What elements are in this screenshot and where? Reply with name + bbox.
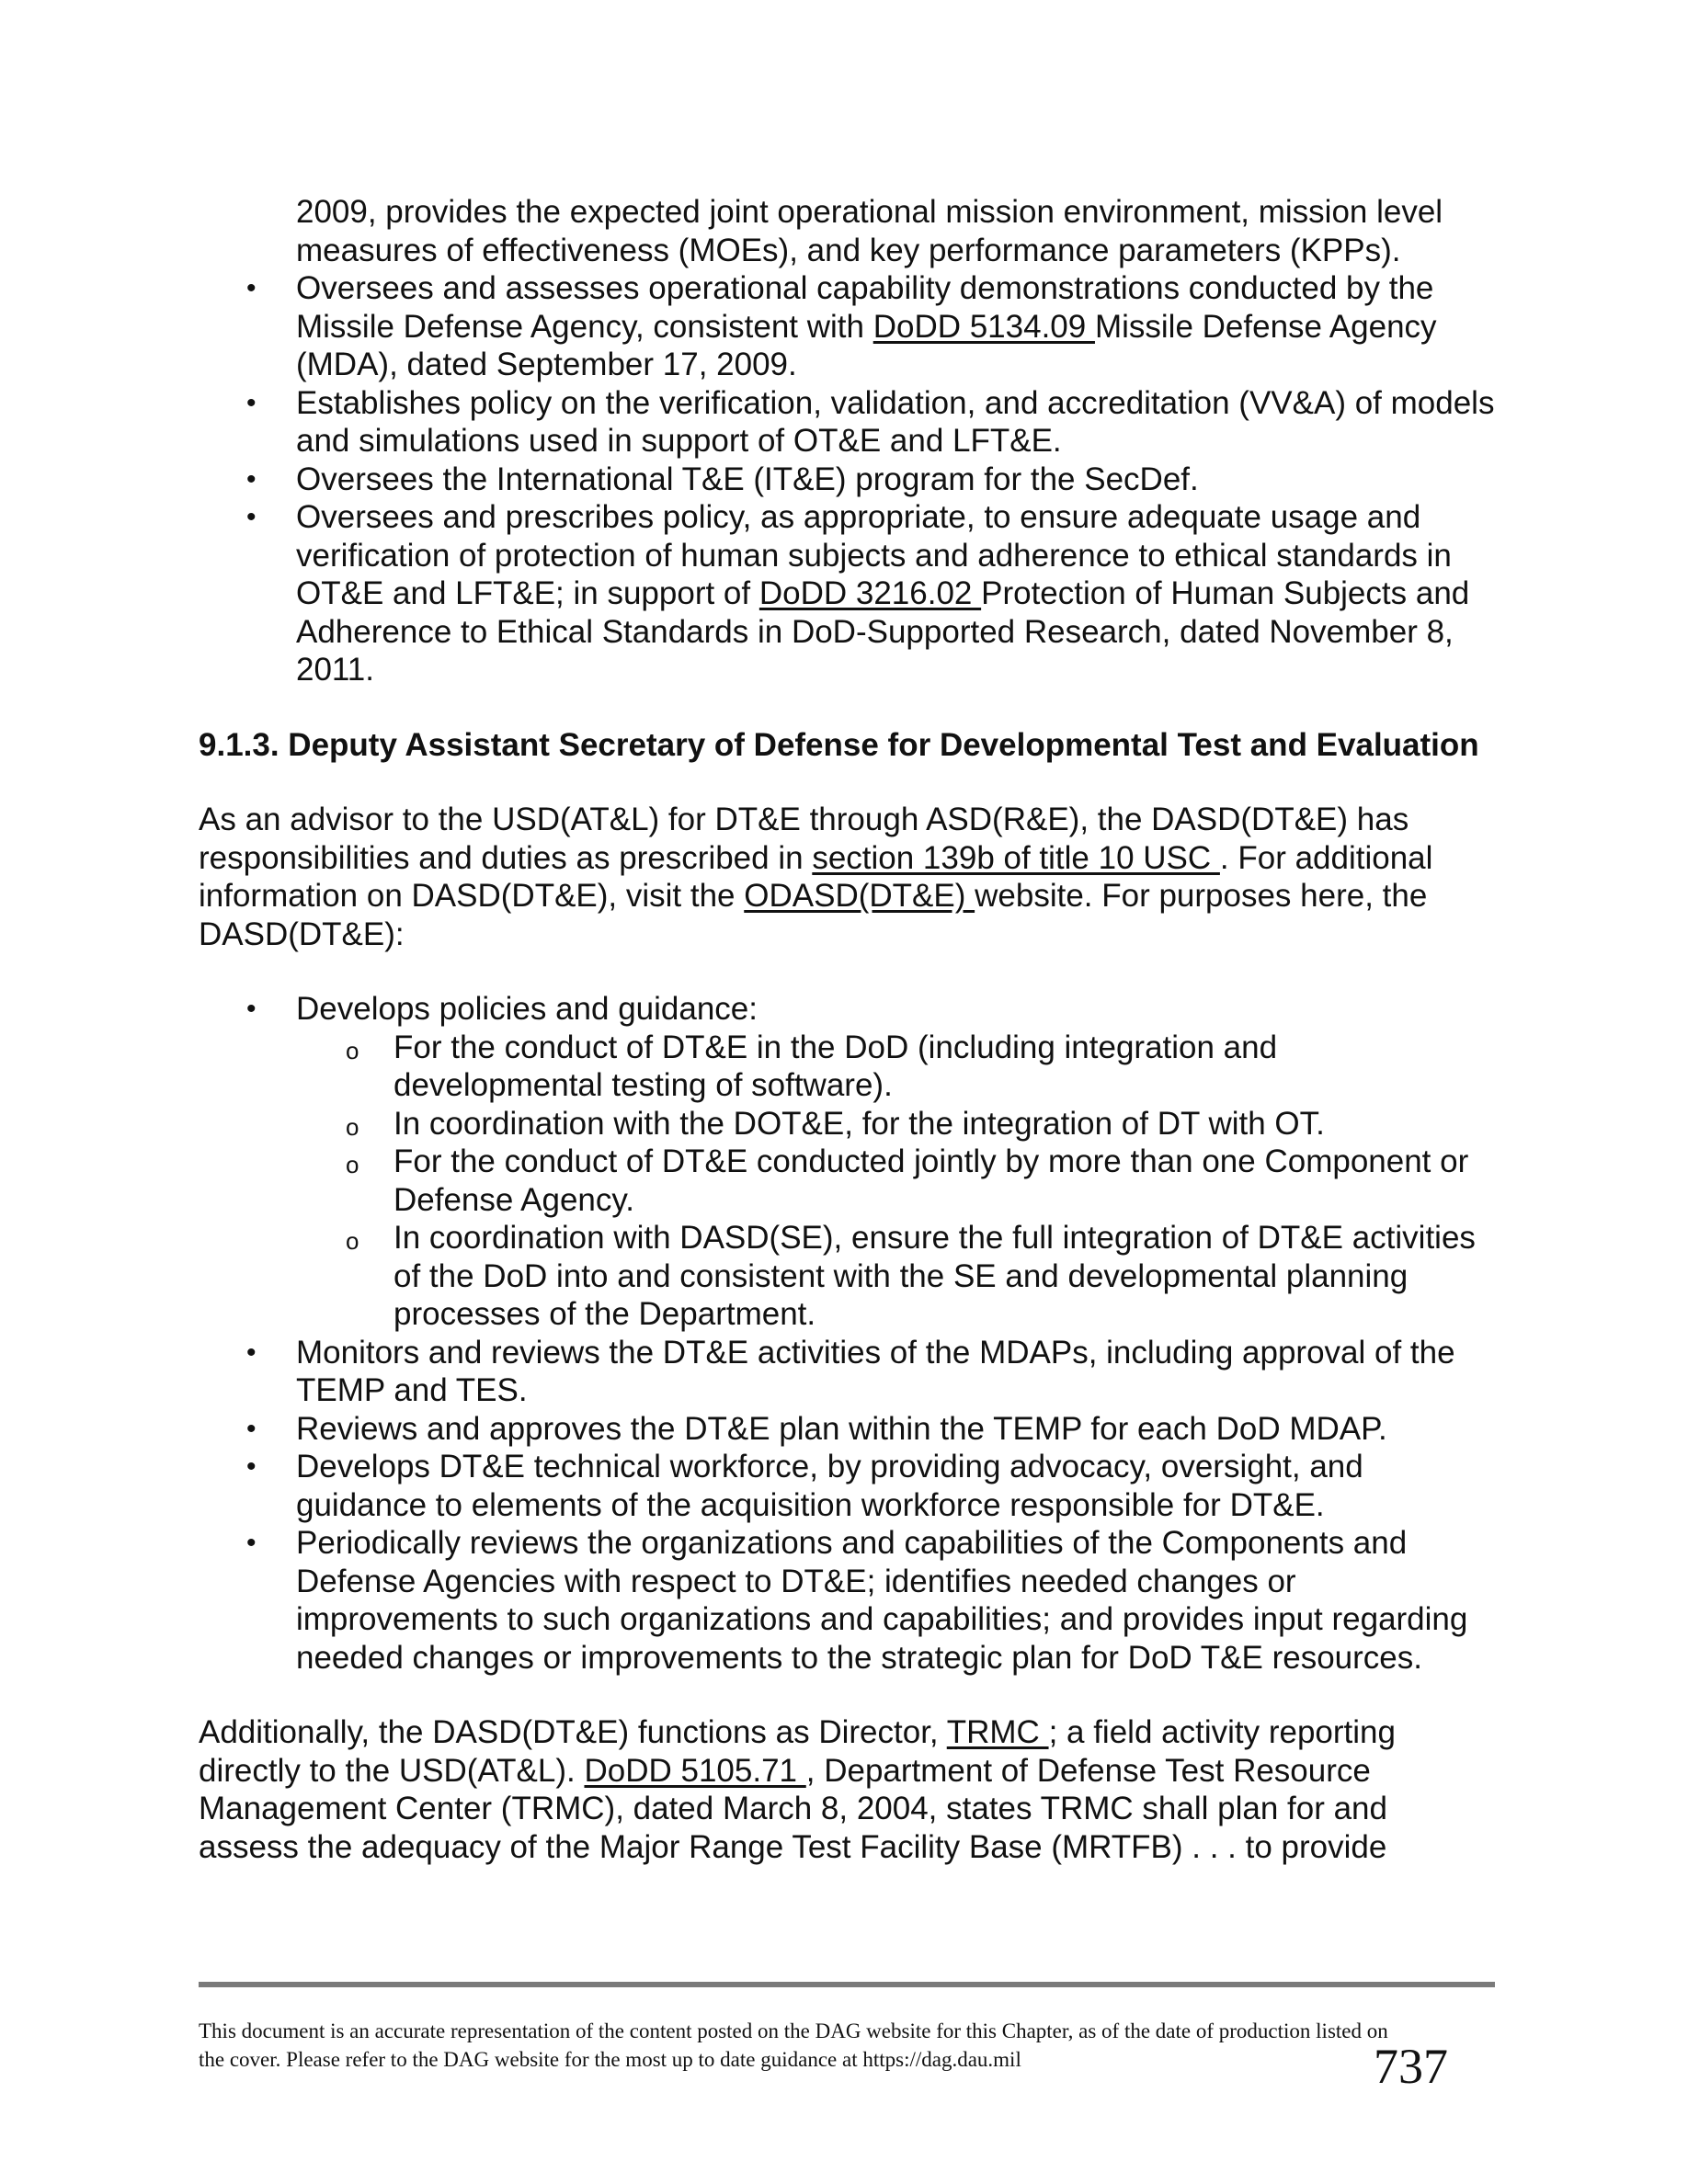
list-item: • Oversees the International T&E (IT&E) program for the SecDef. — [199, 461, 1495, 499]
continuation-paragraph: 2009, provides the expected joint operational mission environment, mission level measures of effectiveness (MOEs), and key performance parameters (KPPs). — [296, 194, 1443, 268]
dasd-duties-list — [199, 990, 1495, 1677]
page-content — [199, 193, 1495, 1866]
paragraph-text: Additionally, the DASD(DT&E) functions as Director, — [199, 1714, 947, 1750]
page-number: 737 — [1374, 2039, 1448, 2094]
bullet-text: Oversees and assesses operational capability demonstrations conducted by the Missile Defense Agency, consistent with — [296, 270, 1434, 345]
responsibility-list — [199, 269, 1495, 689]
list-item: • Monitors and reviews the DT&E activities of the MDAPs, including approval of the TEMP and TES. — [199, 1334, 1495, 1410]
sub-list-item: o For the conduct of DT&E conducted jointly by more than one Component or Defense Agency. — [296, 1143, 1495, 1219]
dodd-5134-09-link[interactable]: DoDD 5134.09 — [873, 308, 1095, 345]
bullet-text: Protection of Human Subjects and Adherence to Ethical Standards in DoD-Supported Research, dated November 8, 2011. — [296, 575, 1470, 688]
sub-list-item: o In coordination with DASD(SE), ensure the full integration of DT&E activities of the DoD into and consistent with the SE and developmental planning processes of the Department. — [296, 1219, 1495, 1334]
list-item: • Develops DT&E technical workforce, by providing advocacy, oversight, and guidance to elements of the acquisition workforce responsible for DT&E. — [199, 1448, 1495, 1524]
paragraph-text: . For additional information on DASD(DT&E), visit the — [199, 839, 1433, 914]
section-paragraph — [199, 801, 1495, 953]
paragraph-text: , Department of Defense Test Resource Management Center (TRMC), dated March 8, 2004, states TRMC shall plan for and assess the adequacy of the Major Range Test Facility Base (MRTFB) . . . to provide — [199, 1752, 1387, 1865]
footer-divider — [199, 1982, 1495, 1987]
footer-note: This document is an accurate representation of the content posted on the DAG website for this Chapter, as of the date of production listed on the cover. Please refer to the DAG website for the most up to date guidance at https://dag.dau.mil — [199, 2019, 1388, 2071]
sub-list-item: o For the conduct of DT&E in the DoD (including integration and developmental testing of software). — [296, 1029, 1495, 1105]
paragraph-text: As an advisor to the USD(AT&L) for DT&E through ASD(R&E), the DASD(DT&E) has responsibilities and duties as prescribed in — [199, 802, 1409, 876]
list-item — [199, 990, 1495, 1334]
trmc-link[interactable]: TRMC — [946, 1714, 1049, 1750]
title-10-usc-link[interactable]: section 139b of title 10 USC — [812, 839, 1220, 876]
section-heading: 9.1.3. Deputy Assistant Secretary of Defense for Developmental Test and Evaluation — [199, 726, 1479, 763]
bullet-text: Missile Defense Agency (MDA), dated September 17, 2009. — [296, 308, 1437, 382]
odasd-dte-link[interactable]: ODASD(DT&E) — [744, 878, 975, 914]
bullet-text: Oversees and prescribes policy, as appropriate, to ensure adequate usage and verification of protection of human subjects and adherence to ethical standards in OT&E and LFT&E; in support of — [296, 499, 1452, 611]
paragraph-text: website. For purposes here, the DASD(DT&E): — [199, 878, 1428, 952]
closing-paragraph — [199, 1713, 1495, 1866]
dodd-3216-02-link[interactable]: DoDD 3216.02 — [758, 575, 982, 611]
list-item: • Establishes policy on the verification, validation, and accreditation (VV&A) of models and simulations used in support of OT&E and LFT&E. — [199, 384, 1495, 461]
bullet-text: Develops policies and guidance: — [296, 991, 758, 1027]
list-item: • Periodically reviews the organizations and capabilities of the Components and Defense Agencies with respect to DT&E; identifies needed changes or improvements to such organizations and capabilities; and provides input regarding needed changes or improvements to the strategic plan for DoD T&E resources. — [199, 1524, 1495, 1677]
list-item — [199, 269, 1495, 384]
sub-list-item: o In coordination with the DOT&E, for the integration of DT with OT. — [296, 1105, 1495, 1143]
dodd-5105-71-link[interactable]: DoDD 5105.71 — [584, 1752, 806, 1789]
sub-list — [296, 1029, 1495, 1334]
list-item — [199, 498, 1495, 689]
list-item: • Reviews and approves the DT&E plan within the TEMP for each DoD MDAP. — [199, 1410, 1495, 1449]
paragraph-text: ; a field activity reporting directly to the USD(AT&L). — [199, 1714, 1396, 1789]
